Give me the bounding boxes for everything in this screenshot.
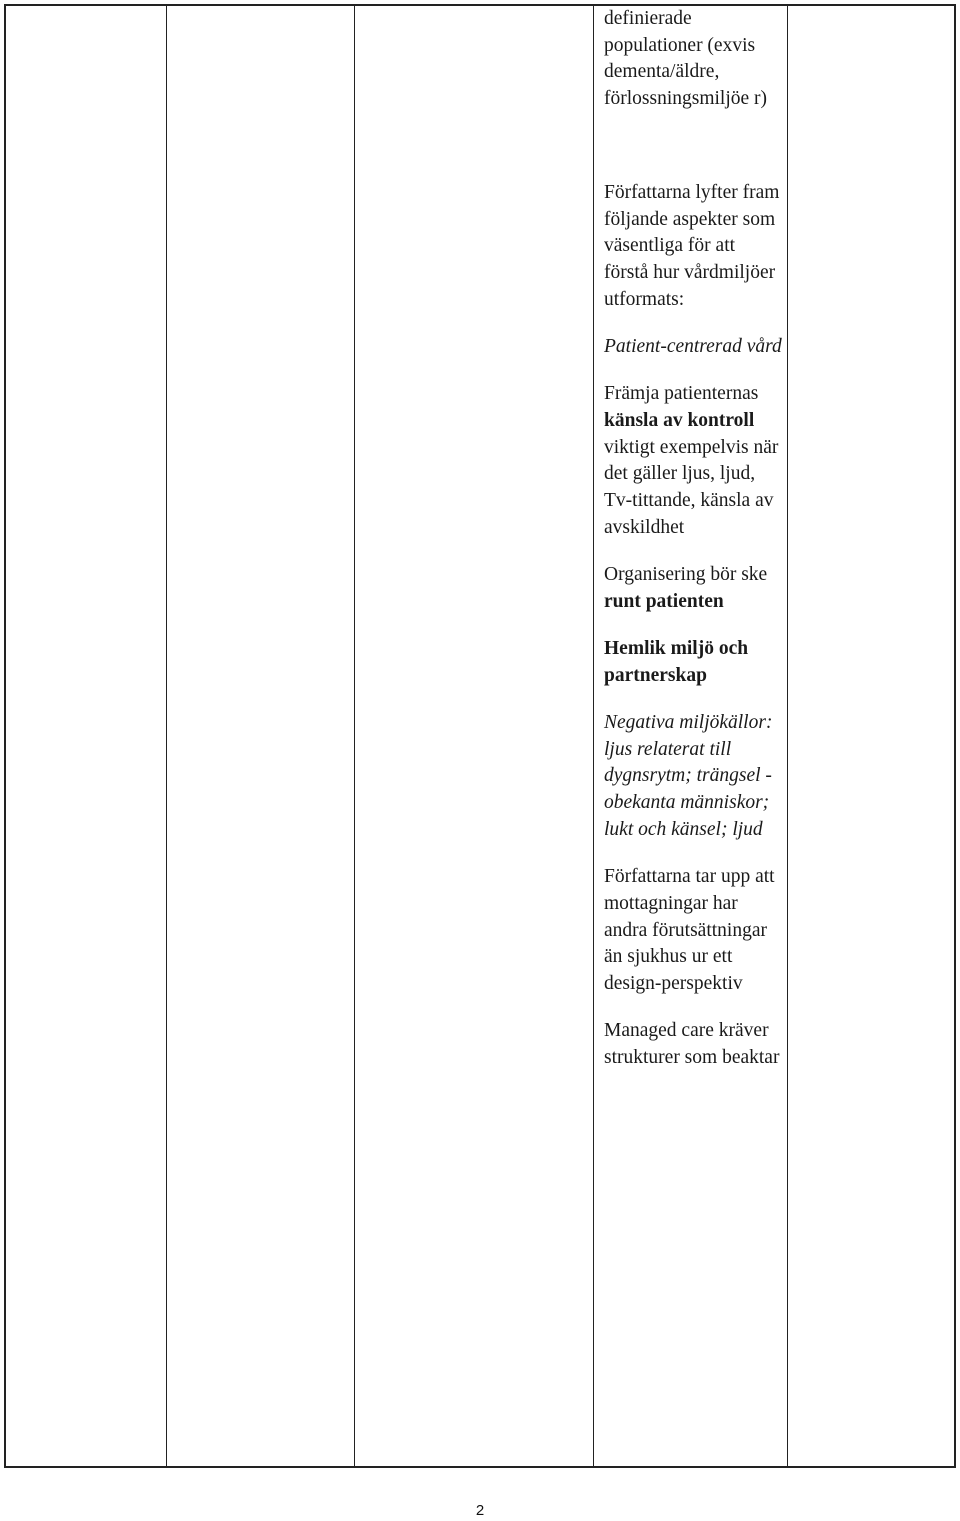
table-cell-text xyxy=(604,6,784,1072)
cell-paragraph-negative-sources xyxy=(604,710,784,844)
cell-paragraph-aspects: Författarna lyfter fram följande aspekter som väsentliga för att förstå hur vårdmiljöer utformats: xyxy=(604,181,780,310)
cell-paragraph-populations: definierade populationer (exvis dementa/äldre, förlossningsmiljöe r) xyxy=(604,8,768,110)
italic-heading: Patient-centrerad vård xyxy=(604,335,782,357)
cell-paragraph-patient-centered xyxy=(604,334,784,361)
text-run: viktigt exempelvis när det gäller ljus, ljud, Tv-tittande, känsla av avskildhet xyxy=(604,436,779,538)
column-divider xyxy=(787,6,788,1466)
cell-paragraph-homelike xyxy=(604,636,784,689)
column-divider xyxy=(354,6,355,1466)
italic-run: Negativa miljökällor: ljus relaterat till dygnsrytm; trängsel - obekanta människor; lukt och känsel; ljud xyxy=(604,712,773,840)
cell-paragraph-organisation xyxy=(604,562,784,615)
bold-run: runt patienten xyxy=(604,590,724,612)
cell-paragraph-control xyxy=(604,381,784,541)
cell-paragraph-managed-care: Managed care kräver strukturer som beaktar xyxy=(604,1020,780,1068)
text-run: Organisering bör ske xyxy=(604,564,768,586)
table xyxy=(4,4,956,1468)
text-run: Främja patienternas xyxy=(604,383,759,405)
column-divider xyxy=(593,6,594,1466)
column-divider xyxy=(166,6,167,1466)
bold-run: känsla av kontroll xyxy=(604,409,755,431)
bold-heading: Hemlik miljö och partnerskap xyxy=(604,638,749,686)
cell-paragraph-clinics: Författarna tar upp att mottagningar har andra förutsättningar än sjukhus ur ett design-perspektiv xyxy=(604,866,775,994)
page-number: 2 xyxy=(475,1502,485,1519)
